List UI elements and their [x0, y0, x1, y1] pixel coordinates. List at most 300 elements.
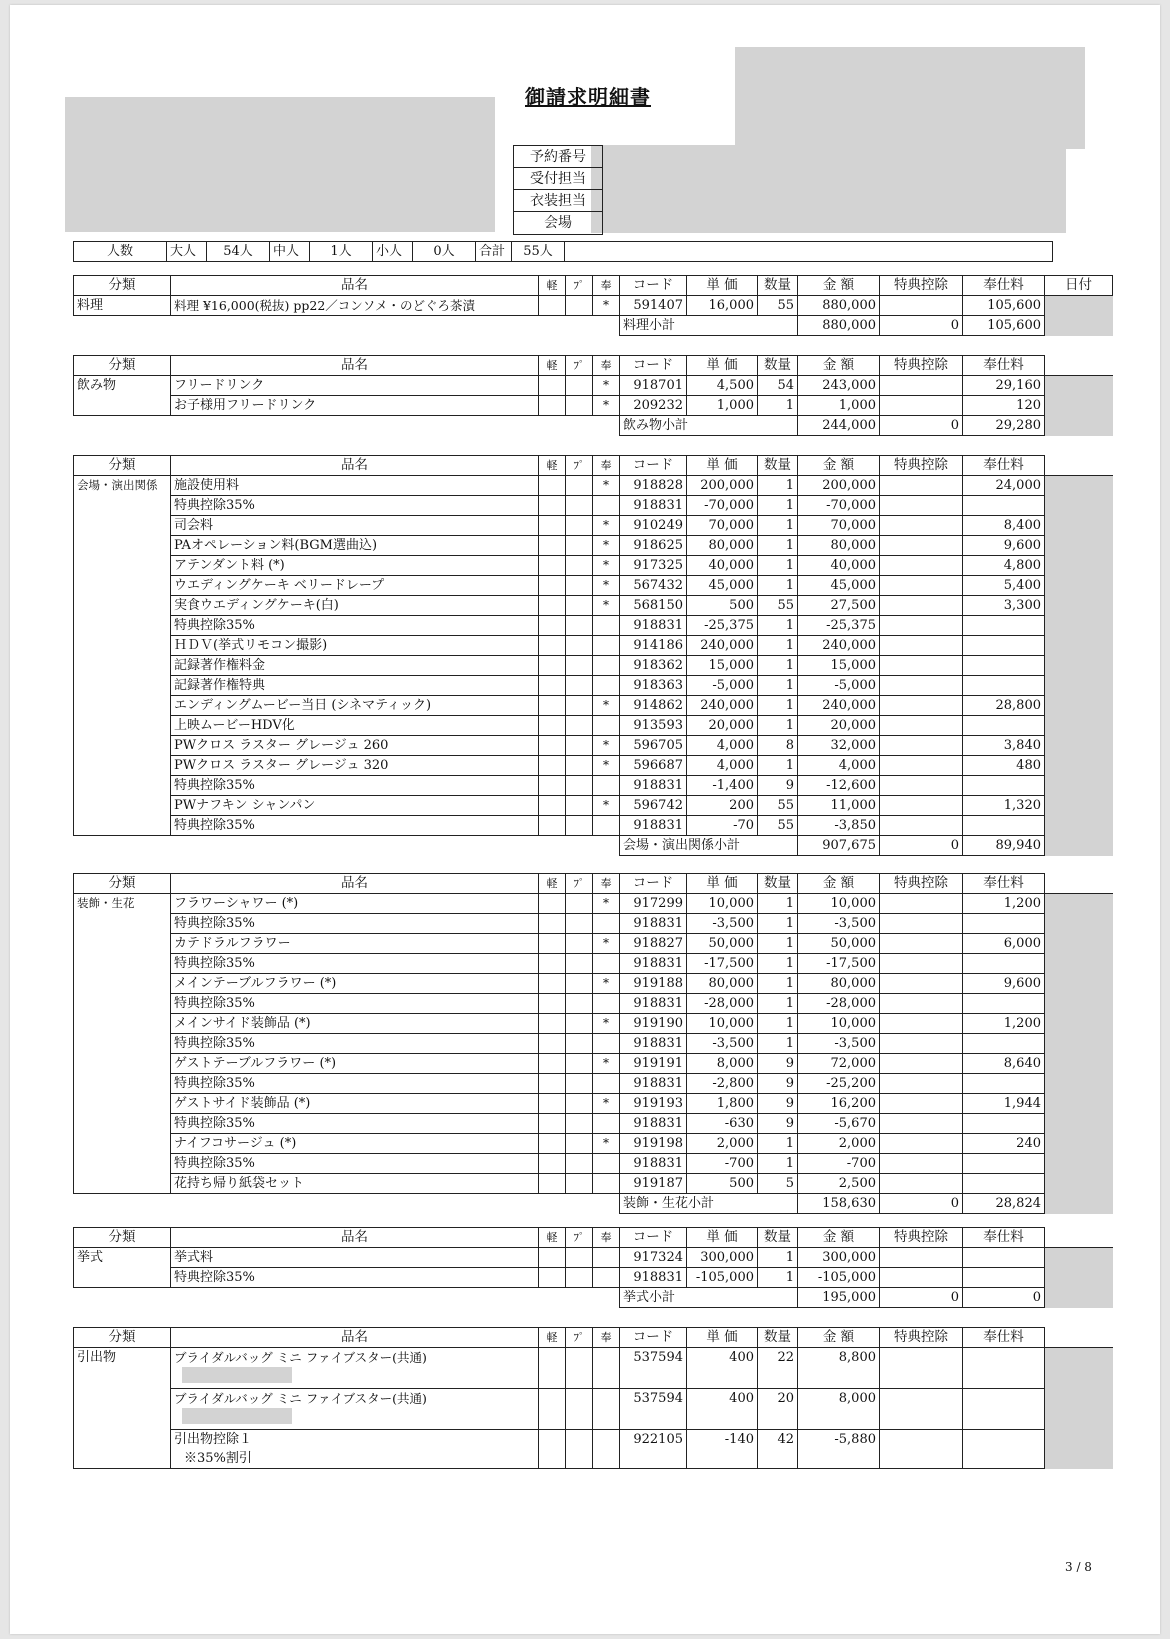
- service-fee-cell: [963, 1174, 1045, 1194]
- kei-cell: [539, 934, 566, 954]
- service-flag: [593, 716, 620, 736]
- service-fee-cell: 1,320: [963, 796, 1045, 816]
- code-cell: 918827: [620, 934, 687, 954]
- table-row: [74, 1268, 1113, 1288]
- service-flag: [593, 816, 620, 836]
- item-name-cell: [171, 676, 539, 696]
- service-fee-cell: [963, 914, 1045, 934]
- service-flag: [593, 914, 620, 934]
- qty-cell: 1: [758, 894, 798, 914]
- table-row: [74, 1154, 1113, 1174]
- date-cell-redacted: [1045, 756, 1113, 776]
- date-cell-redacted: [1045, 616, 1113, 636]
- unit-price-cell: -25,375: [687, 616, 758, 636]
- item-name: PWクロス ラスター グレージュ 320: [174, 758, 389, 773]
- table-row: [74, 556, 1113, 576]
- amount-cell: 240,000: [798, 636, 880, 656]
- column-header-qty: 数量: [758, 456, 798, 476]
- pu-cell: [566, 994, 593, 1014]
- pu-cell: [566, 516, 593, 536]
- adult-count: 54人: [207, 242, 270, 262]
- category-cell: [74, 1114, 171, 1134]
- item-name-cell: [171, 516, 539, 536]
- pu-cell: [566, 496, 593, 516]
- item-name-cell: [171, 536, 539, 556]
- category-cell: [74, 1014, 171, 1034]
- column-header-qty: 数量: [758, 276, 798, 296]
- qty-cell: 55: [758, 296, 798, 316]
- date-cell-redacted: [1045, 376, 1113, 396]
- subtotal-label: 装飾・生花小計: [620, 1194, 798, 1214]
- amount-cell: -3,500: [798, 914, 880, 934]
- pu-cell: [566, 676, 593, 696]
- unit-price-cell: 4,500: [687, 376, 758, 396]
- code-cell: 537594: [620, 1348, 687, 1389]
- date-cell-redacted: [1045, 954, 1113, 974]
- date-cell-redacted: [1045, 1134, 1113, 1154]
- unit-price-cell: 2,000: [687, 1134, 758, 1154]
- pu-cell: [566, 396, 593, 416]
- code-cell: 918831: [620, 954, 687, 974]
- discount-cell: [880, 1154, 963, 1174]
- pu-cell: [566, 816, 593, 836]
- pu-cell: [566, 556, 593, 576]
- service-fee-cell: [963, 616, 1045, 636]
- service-flag: *: [593, 476, 620, 496]
- service-fee-cell: 29,160: [963, 376, 1045, 396]
- table-row: [74, 1054, 1113, 1074]
- item-name: 記録著作権特典: [174, 678, 266, 693]
- qty-cell: 1: [758, 696, 798, 716]
- column-header-item: 品名: [171, 1328, 539, 1348]
- date-cell-redacted: [1045, 836, 1113, 856]
- section-table: [73, 1227, 1113, 1308]
- kei-cell: [539, 894, 566, 914]
- table-row: [74, 756, 1113, 776]
- section-table: [73, 1327, 1113, 1469]
- item-name: メインテーブルフラワー (*): [174, 976, 337, 991]
- item-name-cell: [171, 914, 539, 934]
- pu-cell: [566, 1034, 593, 1054]
- code-cell: 537594: [620, 1389, 687, 1430]
- column-header-unit-price: 単 価: [687, 276, 758, 296]
- service-fee-cell: [963, 1430, 1045, 1469]
- code-cell: 596742: [620, 796, 687, 816]
- unit-price-cell: 240,000: [687, 636, 758, 656]
- item-name: 特典控除35%: [174, 1076, 255, 1091]
- item-name: 挙式料: [174, 1250, 214, 1265]
- subtotal-service: 89,940: [963, 836, 1045, 856]
- item-name: 特典控除35%: [174, 916, 255, 931]
- table-row: [74, 376, 1113, 396]
- column-header-item: 品名: [171, 276, 539, 296]
- adult-label: 大人: [167, 242, 207, 262]
- kei-cell: [539, 656, 566, 676]
- kei-cell: [539, 1114, 566, 1134]
- item-name: PWクロス ラスター グレージュ 260: [174, 738, 389, 753]
- subtotal-discount: 0: [880, 416, 963, 436]
- subtotal-blank: [74, 1194, 620, 1214]
- service-fee-cell: [963, 496, 1045, 516]
- table-row: [74, 616, 1113, 636]
- table-row: [74, 1034, 1113, 1054]
- column-header-pu: ﾌﾟ: [566, 356, 593, 376]
- subtotal-row: [74, 416, 1113, 436]
- item-name-cell: [171, 796, 539, 816]
- subtotal-discount: 0: [880, 1288, 963, 1308]
- column-header-category: 分類: [74, 1328, 171, 1348]
- column-header-code: コード: [620, 1228, 687, 1248]
- table-row: [74, 954, 1113, 974]
- table-header-row: [74, 1228, 1113, 1248]
- table-row: [74, 1174, 1113, 1194]
- service-flag: [593, 676, 620, 696]
- date-cell-redacted: [1045, 1288, 1113, 1308]
- pu-cell: [566, 934, 593, 954]
- qty-cell: 1: [758, 1134, 798, 1154]
- item-name-cell: [171, 1114, 539, 1134]
- qty-cell: 1: [758, 616, 798, 636]
- amount-cell: -5,000: [798, 676, 880, 696]
- invoice-page: [10, 5, 1160, 1634]
- code-cell: 918831: [620, 776, 687, 796]
- column-header-date: 日付: [1045, 276, 1113, 296]
- amount-cell: 27,500: [798, 596, 880, 616]
- qty-cell: 1: [758, 476, 798, 496]
- column-header-discount: 特典控除: [880, 356, 963, 376]
- column-header-date: [1045, 1328, 1113, 1348]
- kei-cell: [539, 776, 566, 796]
- service-fee-cell: 5,400: [963, 576, 1045, 596]
- service-fee-cell: 9,600: [963, 974, 1045, 994]
- service-fee-cell: 1,944: [963, 1094, 1045, 1114]
- service-flag: *: [593, 576, 620, 596]
- amount-cell: 80,000: [798, 974, 880, 994]
- amount-cell: -70,000: [798, 496, 880, 516]
- item-name-cell: [171, 476, 539, 496]
- table-row: [74, 636, 1113, 656]
- subtotal-service: 29,280: [963, 416, 1045, 436]
- column-header-ho: 奉: [593, 1328, 620, 1348]
- column-header-item: 品名: [171, 874, 539, 894]
- pu-cell: [566, 1268, 593, 1288]
- qty-cell: 54: [758, 376, 798, 396]
- amount-cell: -3,500: [798, 1034, 880, 1054]
- subtotal-discount: 0: [880, 836, 963, 856]
- table-header-row: [74, 874, 1113, 894]
- date-cell-redacted: [1045, 1014, 1113, 1034]
- item-name: ナイフコサージュ (*): [174, 1136, 297, 1151]
- qty-cell: 1: [758, 556, 798, 576]
- service-fee-cell: [963, 716, 1045, 736]
- discount-cell: [880, 616, 963, 636]
- unit-price-cell: 500: [687, 1174, 758, 1194]
- kei-cell: [539, 1034, 566, 1054]
- amount-cell: 300,000: [798, 1248, 880, 1268]
- item-name: 施設使用料: [174, 478, 240, 493]
- unit-price-cell: 16,000: [687, 296, 758, 316]
- column-header-service: 奉仕料: [963, 874, 1045, 894]
- service-flag: *: [593, 894, 620, 914]
- pu-cell: [566, 656, 593, 676]
- category-cell: 引出物: [74, 1348, 171, 1389]
- category-cell: [74, 696, 171, 716]
- qty-cell: 42: [758, 1430, 798, 1469]
- service-flag: *: [593, 934, 620, 954]
- amount-cell: 1,000: [798, 396, 880, 416]
- category-cell: 料理: [74, 296, 171, 316]
- service-fee-cell: 105,600: [963, 296, 1045, 316]
- category-cell: [74, 796, 171, 816]
- item-name: メインサイド装飾品 (*): [174, 1016, 311, 1031]
- pu-cell: [566, 636, 593, 656]
- item-name: アテンダント料 (*): [174, 558, 285, 573]
- column-header-kei: 軽: [539, 874, 566, 894]
- amount-cell: -5,880: [798, 1430, 880, 1469]
- category-cell: 会場・演出関係: [74, 476, 171, 496]
- column-header-category: 分類: [74, 456, 171, 476]
- service-fee-cell: [963, 1114, 1045, 1134]
- unit-price-cell: 240,000: [687, 696, 758, 716]
- discount-cell: [880, 576, 963, 596]
- table-row: [74, 1134, 1113, 1154]
- service-flag: [593, 1174, 620, 1194]
- column-header-item: 品名: [171, 456, 539, 476]
- discount-cell: [880, 1134, 963, 1154]
- category-cell: [74, 914, 171, 934]
- kei-cell: [539, 716, 566, 736]
- column-header-category: 分類: [74, 1228, 171, 1248]
- category-cell: [74, 1389, 171, 1430]
- date-cell-redacted: [1045, 776, 1113, 796]
- item-name: 特典控除35%: [174, 1116, 255, 1131]
- discount-cell: [880, 1014, 963, 1034]
- item-name: 記録著作権料金: [174, 658, 266, 673]
- column-header-unit-price: 単 価: [687, 1328, 758, 1348]
- item-name-cell: [171, 1389, 539, 1430]
- service-fee-cell: [963, 816, 1045, 836]
- item-name: PWナフキン シャンパン: [174, 798, 316, 813]
- service-flag: [593, 636, 620, 656]
- unit-price-cell: 40,000: [687, 556, 758, 576]
- column-header-category: 分類: [74, 356, 171, 376]
- kei-cell: [539, 756, 566, 776]
- category-cell: [74, 1054, 171, 1074]
- pu-cell: [566, 756, 593, 776]
- code-cell: 918362: [620, 656, 687, 676]
- qty-cell: 9: [758, 1094, 798, 1114]
- service-fee-cell: 3,840: [963, 736, 1045, 756]
- qty-cell: 20: [758, 1389, 798, 1430]
- amount-cell: -12,600: [798, 776, 880, 796]
- kei-cell: [539, 914, 566, 934]
- category-cell: [74, 1034, 171, 1054]
- table-row: [74, 994, 1113, 1014]
- column-header-discount: 特典控除: [880, 874, 963, 894]
- qty-cell: 1: [758, 716, 798, 736]
- unit-price-cell: 200,000: [687, 476, 758, 496]
- qty-cell: 1: [758, 1268, 798, 1288]
- info-label: 予約番号: [513, 145, 603, 168]
- discount-cell: [880, 676, 963, 696]
- item-name: ゲストサイド装飾品 (*): [174, 1096, 311, 1111]
- pu-cell: [566, 1074, 593, 1094]
- item-name-cell: [171, 974, 539, 994]
- amount-cell: 72,000: [798, 1054, 880, 1074]
- service-flag: *: [593, 596, 620, 616]
- table-row: [74, 696, 1113, 716]
- service-fee-cell: 24,000: [963, 476, 1045, 496]
- discount-cell: [880, 1034, 963, 1054]
- qty-cell: 1: [758, 914, 798, 934]
- category-cell: 挙式: [74, 1248, 171, 1268]
- kei-cell: [539, 1154, 566, 1174]
- amount-cell: 15,000: [798, 656, 880, 676]
- item-name-cell: [171, 994, 539, 1014]
- item-name-cell: [171, 1054, 539, 1074]
- service-flag: *: [593, 1054, 620, 1074]
- discount-cell: [880, 296, 963, 316]
- item-name: 花持ち帰り紙袋セット: [174, 1176, 305, 1191]
- code-cell: 919187: [620, 1174, 687, 1194]
- item-name-cell: [171, 1154, 539, 1174]
- column-header-kei: 軽: [539, 276, 566, 296]
- unit-price-cell: 10,000: [687, 894, 758, 914]
- column-header-qty: 数量: [758, 874, 798, 894]
- table-row: [74, 1348, 1113, 1389]
- kei-cell: [539, 676, 566, 696]
- item-name-cell: [171, 756, 539, 776]
- qty-cell: 1: [758, 1014, 798, 1034]
- qty-cell: 22: [758, 1348, 798, 1389]
- amount-cell: 20,000: [798, 716, 880, 736]
- discount-cell: [880, 954, 963, 974]
- date-cell-redacted: [1045, 1430, 1113, 1469]
- category-cell: [74, 1134, 171, 1154]
- date-cell-redacted: [1045, 796, 1113, 816]
- service-flag: *: [593, 556, 620, 576]
- qty-cell: 8: [758, 736, 798, 756]
- discount-cell: [880, 516, 963, 536]
- table-row: [74, 914, 1113, 934]
- code-cell: 919198: [620, 1134, 687, 1154]
- unit-price-cell: 300,000: [687, 1248, 758, 1268]
- discount-cell: [880, 1054, 963, 1074]
- service-flag: [593, 994, 620, 1014]
- item-name-cell: [171, 1248, 539, 1268]
- item-name: カテドラルフラワー: [174, 936, 291, 951]
- discount-cell: [880, 596, 963, 616]
- service-flag: *: [593, 756, 620, 776]
- kei-cell: [539, 1248, 566, 1268]
- item-name-cell: [171, 1348, 539, 1389]
- date-cell-redacted: [1045, 1248, 1113, 1268]
- item-name: 実食ウエディングケーキ(白): [174, 598, 339, 613]
- item-name: 上映ムービーHDV化: [174, 718, 295, 733]
- pu-cell: [566, 1174, 593, 1194]
- discount-cell: [880, 816, 963, 836]
- column-header-category: 分類: [74, 276, 171, 296]
- date-cell-redacted: [1045, 974, 1113, 994]
- kei-cell: [539, 556, 566, 576]
- category-cell: [74, 596, 171, 616]
- date-cell-redacted: [1045, 1268, 1113, 1288]
- category-cell: [74, 1074, 171, 1094]
- column-header-unit-price: 単 価: [687, 456, 758, 476]
- pu-cell: [566, 796, 593, 816]
- code-cell: 918828: [620, 476, 687, 496]
- page-title: 御請求明細書: [525, 85, 651, 109]
- table-row: [74, 974, 1113, 994]
- discount-cell: [880, 1074, 963, 1094]
- category-cell: 飲み物: [74, 376, 171, 396]
- item-name-cell: [171, 496, 539, 516]
- column-header-code: コード: [620, 874, 687, 894]
- item-name-cell: [171, 1268, 539, 1288]
- discount-cell: [880, 696, 963, 716]
- pu-cell: [566, 536, 593, 556]
- amount-cell: -17,500: [798, 954, 880, 974]
- column-header-pu: ﾌﾟ: [566, 276, 593, 296]
- item-name: 特典控除35%: [174, 818, 255, 833]
- service-fee-cell: [963, 1389, 1045, 1430]
- middle-count: 1人: [310, 242, 373, 262]
- service-flag: *: [593, 396, 620, 416]
- item-name-cell: [171, 1034, 539, 1054]
- total-label: 合計: [476, 242, 512, 262]
- item-name: ゲストテーブルフラワー (*): [174, 1056, 337, 1071]
- discount-cell: [880, 756, 963, 776]
- pu-cell: [566, 476, 593, 496]
- service-flag: *: [593, 736, 620, 756]
- category-cell: [74, 556, 171, 576]
- category-cell: [74, 656, 171, 676]
- table-row: [74, 536, 1113, 556]
- discount-cell: [880, 376, 963, 396]
- subtotal-amount: 244,000: [798, 416, 880, 436]
- unit-price-cell: -700: [687, 1154, 758, 1174]
- unit-price-cell: 80,000: [687, 974, 758, 994]
- item-name: ブライダルバッグ ミニ ファイブスター(共通): [174, 1350, 427, 1365]
- amount-cell: -105,000: [798, 1268, 880, 1288]
- column-header-code: コード: [620, 356, 687, 376]
- kei-cell: [539, 476, 566, 496]
- service-fee-cell: [963, 656, 1045, 676]
- item-name-cell: [171, 816, 539, 836]
- category-cell: [74, 1094, 171, 1114]
- amount-cell: 8,800: [798, 1348, 880, 1389]
- discount-cell: [880, 476, 963, 496]
- kei-cell: [539, 636, 566, 656]
- code-cell: 918831: [620, 1268, 687, 1288]
- qty-cell: 9: [758, 776, 798, 796]
- table-row: [74, 894, 1113, 914]
- category-cell: [74, 716, 171, 736]
- column-header-discount: 特典控除: [880, 456, 963, 476]
- amount-cell: -25,375: [798, 616, 880, 636]
- qty-cell: 1: [758, 1034, 798, 1054]
- kei-cell: [539, 576, 566, 596]
- item-name: 特典控除35%: [174, 618, 255, 633]
- date-cell-redacted: [1045, 1114, 1113, 1134]
- category-cell: 装飾・生花: [74, 894, 171, 914]
- column-header-pu: ﾌﾟ: [566, 1328, 593, 1348]
- date-cell-redacted: [1045, 1389, 1113, 1430]
- amount-cell: 200,000: [798, 476, 880, 496]
- service-fee-cell: 6,000: [963, 934, 1045, 954]
- discount-cell: [880, 656, 963, 676]
- pu-cell: [566, 1430, 593, 1469]
